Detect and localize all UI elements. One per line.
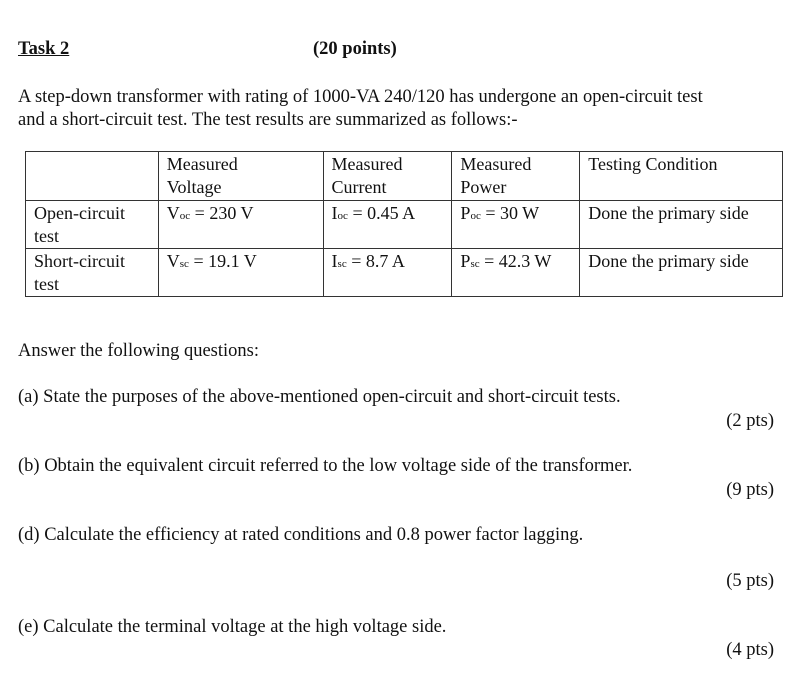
test-results-table <box>25 151 783 297</box>
intro-line-2: and a short-circuit test. The test results are summarized as follows:- <box>18 110 518 130</box>
question-e-points: (4 pts) <box>726 640 774 660</box>
voltage-cell: Vsc = 19.1 V <box>158 249 323 297</box>
question-d-points: (5 pts) <box>726 571 774 591</box>
question-a: (a) State the purposes of the above-mentioned open-circuit and short-circuit tests. <box>18 387 621 407</box>
table-row <box>26 249 783 297</box>
current-cell: Ioc = 0.45 A <box>323 201 452 249</box>
header-condition: Testing Condition <box>580 152 783 201</box>
table-header-row <box>26 152 783 201</box>
intro-line-1: A step-down transformer with rating of 1000-VA 240/120 has undergone an open-circuit test <box>18 87 703 107</box>
condition-cell: Done the primary side <box>580 249 783 297</box>
header-empty-cell <box>26 152 159 201</box>
condition-cell: Done the primary side <box>580 201 783 249</box>
power-cell: Poc = 30 W <box>452 201 580 249</box>
question-b: (b) Obtain the equivalent circuit referred to the low voltage side of the transformer. <box>18 456 633 476</box>
voltage-cell: Voc = 230 V <box>158 201 323 249</box>
table-row <box>26 201 783 249</box>
header-current: Measured Current <box>323 152 452 201</box>
task-title: Task 2 <box>18 39 70 59</box>
question-a-points: (2 pts) <box>726 411 774 431</box>
test-name-cell: Short-circuit test <box>26 249 159 297</box>
power-cell: Psc = 42.3 W <box>452 249 580 297</box>
question-e: (e) Calculate the terminal voltage at the high voltage side. <box>18 617 447 637</box>
questions-lead: Answer the following questions: <box>18 341 259 361</box>
question-d: (d) Calculate the efficiency at rated conditions and 0.8 power factor lagging. <box>18 525 584 545</box>
problem-statement <box>18 86 788 132</box>
question-b-points: (9 pts) <box>726 480 774 500</box>
header-voltage: Measured Voltage <box>158 152 323 201</box>
task-points: (20 points) <box>313 39 397 59</box>
test-name-cell: Open-circuit test <box>26 201 159 249</box>
current-cell: Isc = 8.7 A <box>323 249 452 297</box>
header-power: Measured Power <box>452 152 580 201</box>
